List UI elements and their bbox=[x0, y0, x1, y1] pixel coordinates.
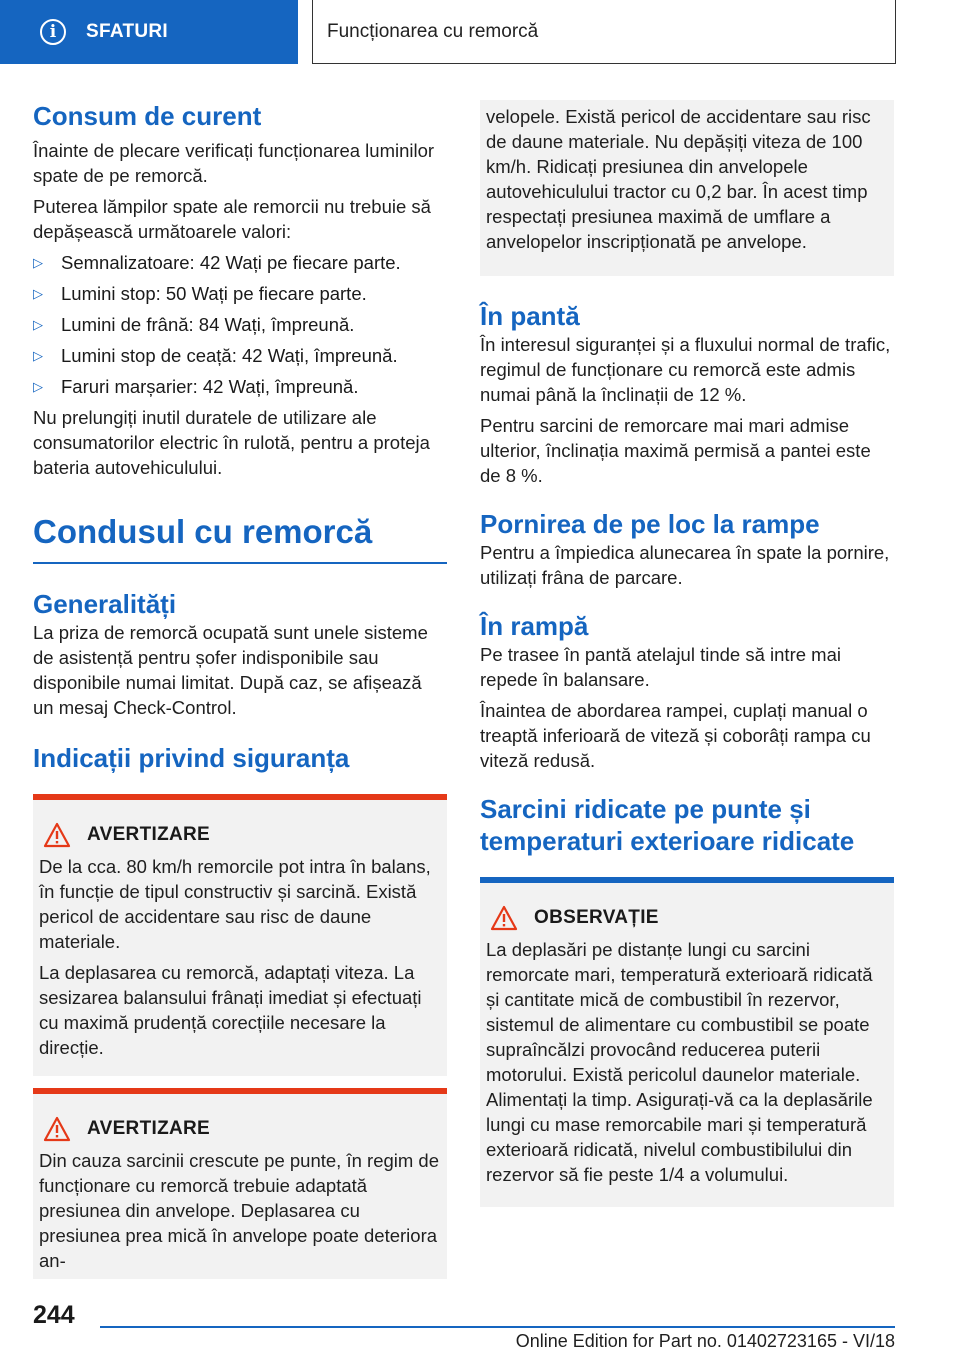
paragraph: La priza de remorcă ocupată sunt unele sisteme de asistență pentru șofer indisponibile sau disponibile numai limitat. După caz, se afișează un mesaj Check-Control. bbox=[33, 621, 428, 718]
list-item: ▷ Lumini stop: 50 Wați pe fiecare parte. bbox=[33, 283, 367, 304]
heading-rule bbox=[33, 562, 447, 564]
paragraph: Înaintea de abordarea rampei, cuplați manual o treaptă inferioară de viteză și coborâți rampa cu viteză redusă. bbox=[480, 700, 871, 771]
triangle-bullet-icon: ▷ bbox=[33, 317, 43, 332]
list-item: ▷ Semnalizatoare: 42 Wați pe fiecare parte. bbox=[33, 252, 401, 273]
warning-box bbox=[33, 794, 447, 1076]
paragraph: Din cauza sarcinii crescute pe punte, în regim de funcționare cu remorcă trebuie adaptată presiunea din anvelope. Deplasarea cu presiunea prea mică în anvelope poate deteriora an- bbox=[39, 1149, 440, 1271]
triangle-bullet-icon: ▷ bbox=[33, 286, 43, 301]
paragraph: Pentru a împiedica alunecarea în spate la pornire, utilizați frâna de parcare. bbox=[480, 542, 890, 588]
info-icon: i bbox=[40, 19, 66, 45]
notice-label: OBSERVAȚIE bbox=[534, 907, 659, 928]
heading-generalitati: Generalități bbox=[33, 588, 177, 619]
list-item: ▷ Lumini de frână: 84 Wați, împreună. bbox=[33, 314, 355, 335]
warning-label: AVERTIZARE bbox=[87, 1117, 210, 1139]
paragraph: velopele. Există pericol de accidentare sau risc de daune materiale. Nu depășiți viteza de 100 km/h. Ridicați presiunea din anvelopele autovehiculului tractor cu 0,2 bar. În acest timp respectați presiunea maximă de umflare a anvelopelor inscripționată pe anvelope. bbox=[486, 106, 871, 252]
right-column bbox=[480, 100, 894, 1207]
heading-rampa: În rampă bbox=[480, 611, 589, 641]
heading-sarcini: Sarcini ridicate pe punte și temperaturi exterioare ridicate bbox=[480, 794, 855, 856]
warning-label: AVERTIZARE bbox=[87, 823, 210, 845]
heading-consum: Consum de curent bbox=[33, 101, 262, 131]
heading-indicatii: Indicații privind siguranța bbox=[33, 742, 350, 773]
paragraph: În interesul siguranței și a fluxului normal de trafic, regimul de funcționare cu remorcă este admis numai până la înclinații de 12 %. bbox=[480, 334, 891, 405]
chapter-title: Funcționarea cu remorcă bbox=[312, 0, 896, 64]
paragraph: Puterea lămpilor spate ale remorcii nu trebuie să depășească următoarele valori: bbox=[33, 196, 431, 242]
heading-condusul: Condusul cu remorcă bbox=[33, 513, 373, 550]
notice-box bbox=[480, 877, 894, 1207]
triangle-bullet-icon: ▷ bbox=[33, 379, 43, 394]
warning-triangle-icon bbox=[43, 1116, 71, 1142]
paragraph: Pe trasee în pantă atelajul tinde să intre mai repede în balansare. bbox=[480, 644, 841, 690]
bullet-list bbox=[33, 250, 447, 399]
paragraph: De la cca. 80 km/h remorcile pot intra în balans, în funcție de tipul constructiv și sarcină. Există pericol de accidentare sau risc de daune materiale. bbox=[39, 855, 431, 952]
warning-box bbox=[33, 1088, 447, 1279]
heading-panta: În pantă bbox=[480, 301, 580, 331]
triangle-bullet-icon: ▷ bbox=[33, 348, 43, 363]
triangle-bullet-icon: ▷ bbox=[33, 255, 43, 270]
left-column bbox=[33, 100, 447, 1279]
paragraph: Înainte de plecare verificați funcționarea luminilor spate de pe remorcă. bbox=[33, 140, 435, 186]
paragraph: Pentru sarcini de remorcare mai mari admise ulterior, înclinația maximă permisă a pantei este de 8 %. bbox=[480, 415, 871, 486]
warning-triangle-icon bbox=[43, 822, 71, 848]
footer-rule bbox=[100, 1326, 895, 1328]
list-item: ▷ Faruri marșarier: 42 Wați, împreună. bbox=[33, 376, 359, 397]
paragraph: Nu prelungiți inutil duratele de utilizare ale consumatorilor electric în rulotă, pentru a proteja bateria autovehiculului. bbox=[33, 407, 430, 478]
page-number: 244 bbox=[33, 1301, 75, 1329]
heading-pornirea: Pornirea de pe loc la rampe bbox=[480, 509, 820, 539]
warning-box-continued bbox=[480, 100, 894, 276]
edition-note: Online Edition for Part no. 01402723165 - VI/18 bbox=[515, 1331, 895, 1351]
warning-triangle-icon bbox=[490, 905, 518, 931]
paragraph: La deplasări pe distanțe lungi cu sarcini remorcate mari, temperatură exterioară ridicată și cantitate mică de combustibil în rezervor, sistemul de alimentare cu combustibil se poate supraîncălzi provocând reducerea puterii motorului. Există pericolul daunelor materiale. Alimentați la timp. Asigurați-vă ca la deplasările lungi cu mase remorcabile mari și temperatură exterioară ridicată, nivelul combustibilului din rezervor să fie peste 1/4 a volumului. bbox=[486, 939, 873, 1185]
section-tab[interactable] bbox=[0, 0, 298, 64]
list-item: ▷ Lumini stop de ceață: 42 Wați, împreună. bbox=[33, 345, 398, 366]
paragraph: La deplasarea cu remorcă, adaptați viteza. La sesizarea balansului frânați imediat și efectuați cu maximă prudență corecțiile necesare la direcție. bbox=[39, 961, 422, 1058]
section-tab-label: SFATURI bbox=[86, 21, 168, 42]
